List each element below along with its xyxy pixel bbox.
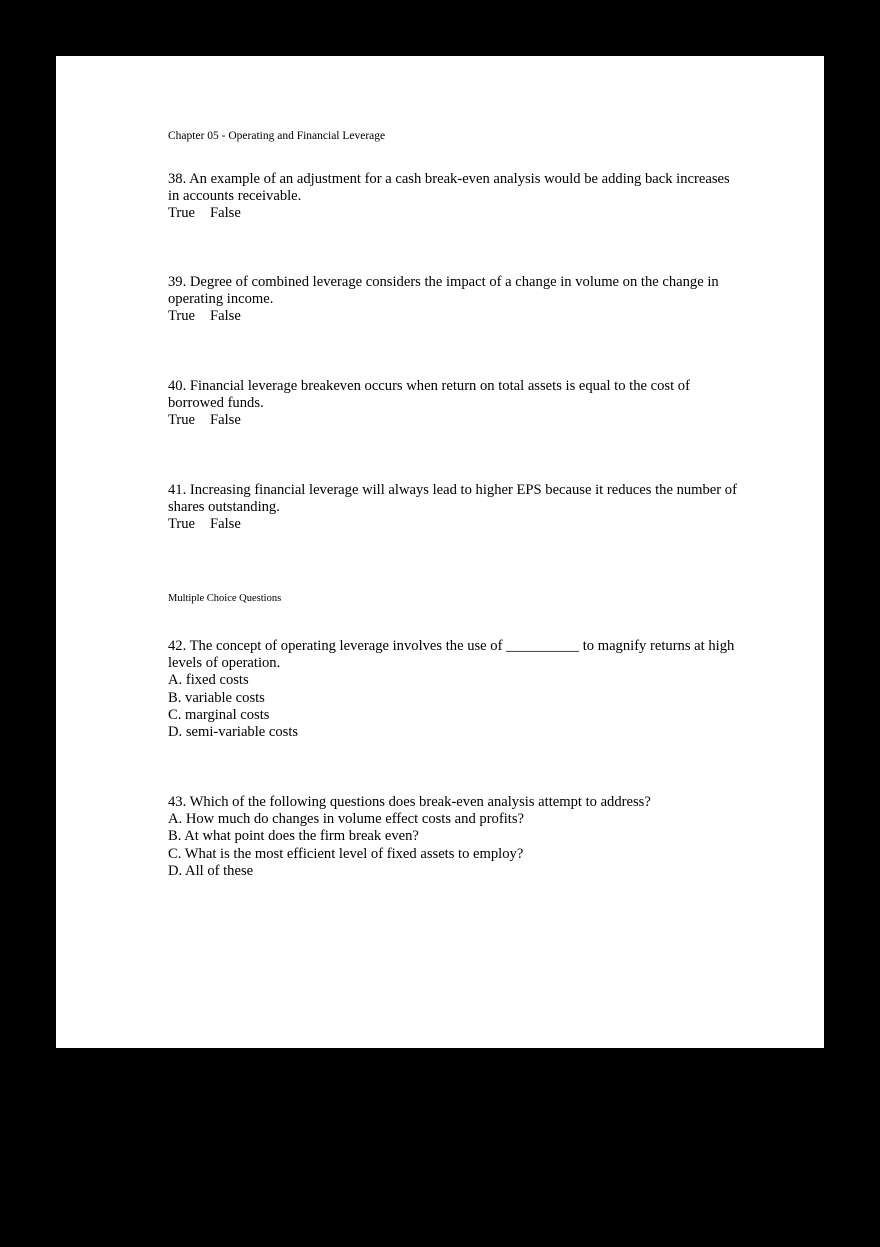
chapter-header: Chapter 05 - Operating and Financial Leverage [168,130,386,142]
true-false-options [168,516,743,533]
true-option[interactable]: True [168,412,196,429]
false-option[interactable]: False [210,205,241,222]
option-a[interactable]: A. How much do changes in volume effect costs and profits? [168,811,524,828]
question-41 [168,482,743,534]
option-c[interactable]: C. marginal costs [168,706,270,723]
question-39 [168,274,743,326]
option-d[interactable]: D. semi-variable costs [168,724,299,741]
question-40 [168,378,743,430]
false-option[interactable]: False [210,516,241,533]
question-text: 39. Degree of combined leverage considers the impact of a change in volume on the change in operating income. [168,274,719,308]
true-false-options [168,412,743,429]
question-text: 43. Which of the following questions does break-even analysis attempt to address? [168,794,651,810]
section-heading-multiple-choice: Multiple Choice Questions [168,593,282,604]
option-c[interactable]: C. What is the most efficient level of fixed assets to employ? [168,845,524,862]
true-option[interactable]: True [168,516,196,533]
false-option[interactable]: False [210,308,241,325]
true-false-options [168,308,743,325]
question-text: 38. An example of an adjustment for a cash break-even analysis would be adding back increases in accounts receivable. [168,171,730,205]
document-page [56,56,824,1048]
option-a[interactable]: A. fixed costs [168,672,249,689]
question-text: 42. The concept of operating leverage involves the use of __________ to magnify returns at high levels of operation. [168,638,735,672]
question-text: 40. Financial leverage breakeven occurs when return on total assets is equal to the cost of borrowed funds. [168,378,690,412]
option-b[interactable]: B. At what point does the firm break even? [168,828,419,845]
question-42 [168,638,743,741]
option-b[interactable]: B. variable costs [168,689,265,706]
false-option[interactable]: False [210,412,241,429]
true-false-options [168,205,743,222]
question-text: 41. Increasing financial leverage will always lead to higher EPS because it reduces the number of shares outstanding. [168,482,737,516]
true-option[interactable]: True [168,308,196,325]
question-38 [168,171,743,223]
option-d[interactable]: D. All of these [168,862,254,879]
true-option[interactable]: True [168,205,196,222]
question-43 [168,794,743,880]
